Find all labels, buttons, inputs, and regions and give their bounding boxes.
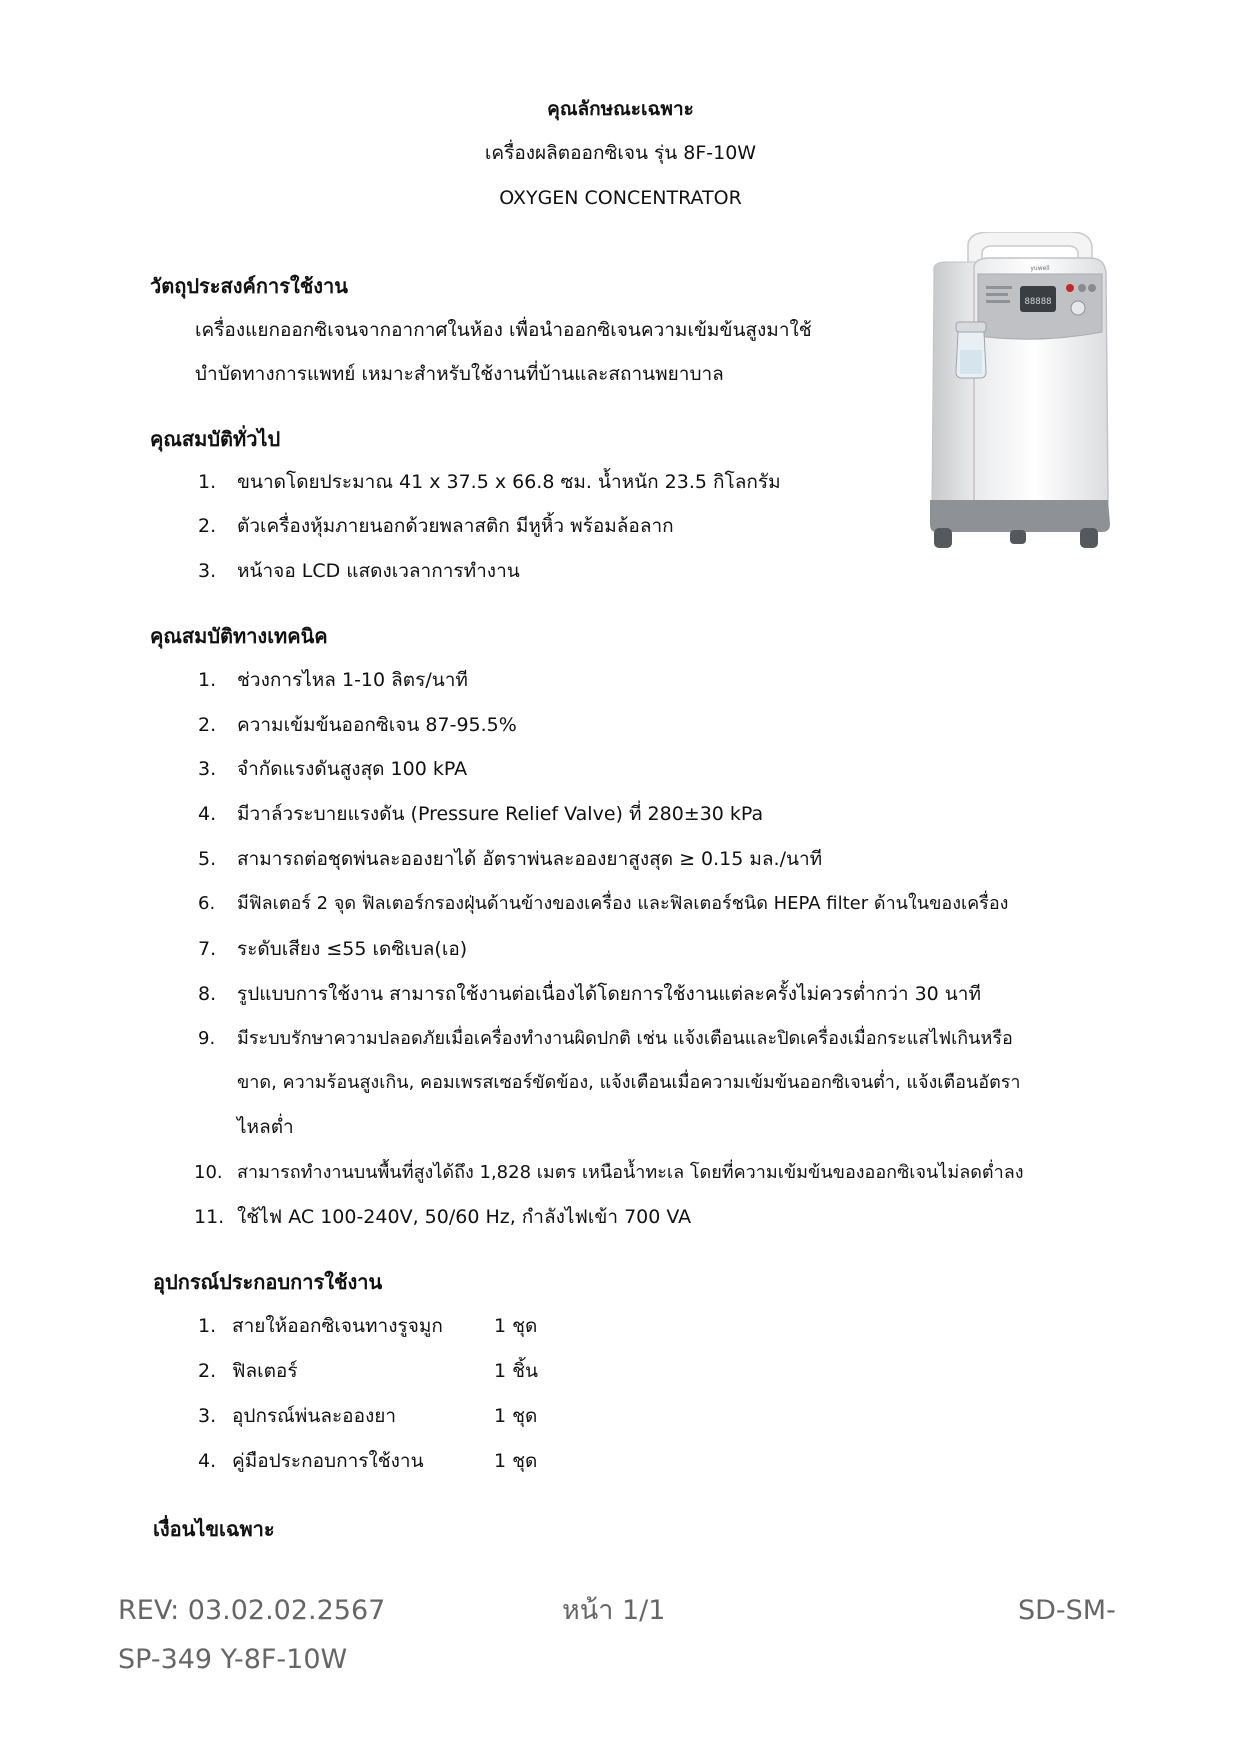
- conditions-heading: เงื่อนไขเฉพาะ: [153, 1517, 275, 1541]
- svg-text:88888: 88888: [1024, 297, 1052, 307]
- page-subtitle: เครื่องผลิตออกซิเจน รุ่น 8F-10W: [484, 142, 757, 164]
- svg-text:yuwell: yuwell: [1030, 265, 1050, 272]
- purpose-heading: วัตถุประสงค์การใช้งาน: [150, 274, 348, 298]
- revision-label: REV: 03.02.02.2567: [118, 1595, 386, 1626]
- technical-heading: คุณสมบัติทางเทคนิค: [150, 624, 328, 648]
- purpose-line-1: เครื่องแยกออกซิเจนจากอากาศในห้อง เพื่อนำออกซิเจนความเข้มข้นสูงมาใช้: [195, 319, 812, 341]
- english-name: OXYGEN CONCENTRATOR: [499, 187, 742, 209]
- doc-code-part1: SD-SM-: [1018, 1595, 1116, 1626]
- purpose-line-2: บำบัดทางการแพทย์ เหมาะสำหรับใช้งานที่บ้านและสถานพยาบาล: [195, 363, 724, 385]
- oxygen-concentrator-image: [920, 232, 1120, 552]
- accessories-heading: อุปกรณ์ประกอบการใช้งาน: [153, 1270, 383, 1294]
- general-heading: คุณสมบัติทั่วไป: [150, 427, 281, 451]
- doc-code-part2: SP-349 Y-8F-10W: [118, 1644, 348, 1675]
- page-title: คุณลักษณะเฉพาะ: [547, 98, 694, 120]
- page-number: หน้า 1/1: [562, 1595, 666, 1626]
